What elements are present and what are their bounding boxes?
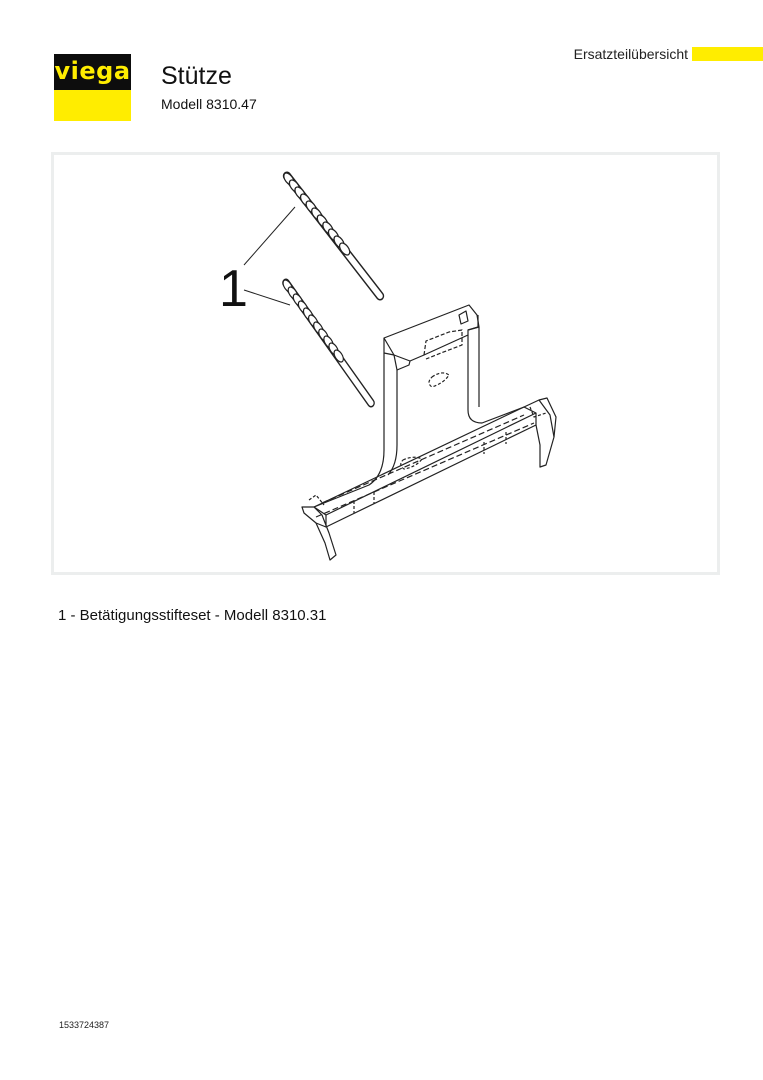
document-number: 1533724387 — [59, 1020, 110, 1030]
page-subtitle: Modell 8310.47 — [161, 96, 257, 112]
actuating-pin-lower — [281, 278, 371, 403]
viega-logo — [54, 54, 131, 121]
support-bracket — [302, 305, 556, 560]
logo-text: viega — [54, 57, 131, 85]
actuating-pin-upper — [282, 171, 380, 296]
document-type-label: Ersatzteilübersicht — [573, 46, 688, 62]
parts-list-item: 1 - Betätigungsstifteset - Modell 8310.31 — [58, 607, 327, 624]
exploded-view-frame — [51, 152, 720, 575]
logo-yellow-block — [54, 90, 131, 121]
logo-black-block — [54, 54, 131, 90]
callout-number-1: 1 — [219, 260, 248, 318]
document-type-bar — [692, 47, 763, 61]
page-title: Stütze — [161, 62, 232, 90]
exploded-view-drawing — [54, 155, 717, 572]
